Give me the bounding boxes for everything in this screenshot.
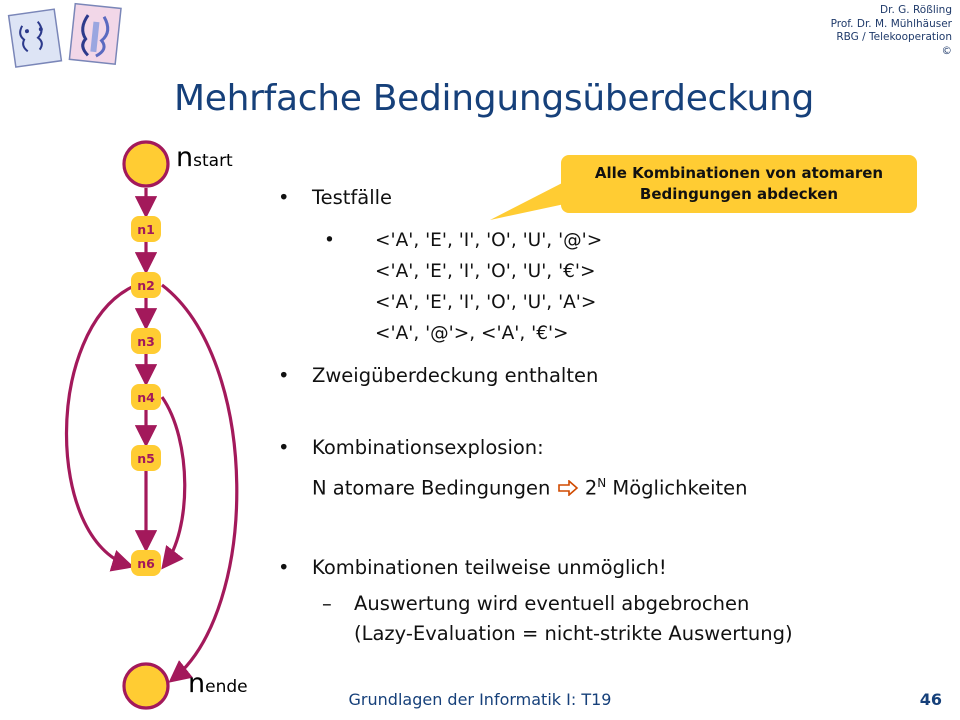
edge-n4-n6: [162, 397, 185, 566]
end-label: nende: [188, 668, 248, 699]
node-label: n6: [137, 556, 155, 571]
dash-marker: –: [322, 592, 332, 615]
start-label: nstart: [176, 142, 233, 173]
test-case: <'A', 'E', 'I', 'O', 'U', '€'>: [375, 261, 596, 282]
start-node: [124, 142, 168, 186]
node-n1: [131, 216, 161, 242]
bullet-dot: •: [278, 556, 290, 579]
node-label: n1: [137, 222, 155, 237]
node-label: n3: [137, 334, 155, 349]
node-label: n4: [137, 390, 155, 405]
bullet-dot: •: [278, 436, 290, 459]
bullet-dot: •: [278, 186, 290, 209]
author-line: RBG / Telekooperation: [836, 31, 952, 43]
footer-course-title: Grundlagen der Informatik I: T19: [348, 690, 612, 709]
node-n2: [131, 272, 161, 298]
edge-n2-end: [162, 285, 237, 680]
author-line: Dr. G. Rößling: [880, 4, 952, 16]
page-number: 46: [919, 690, 942, 709]
callout-line: Alle Kombinationen von atomaren: [594, 164, 884, 182]
callout-line: Bedingungen abdecken: [639, 185, 839, 203]
bullet-dot: •: [278, 364, 290, 387]
callout-box: [561, 155, 917, 213]
author-line: Prof. Dr. M. Mühlhäuser: [830, 17, 952, 30]
node-n4: [131, 384, 161, 410]
bullet-dot: •: [324, 230, 335, 251]
test-case: <'A', 'E', 'I', 'O', 'U', 'A'>: [375, 292, 597, 313]
edge-n2-n6: [66, 287, 132, 566]
test-case: <'A', 'E', 'I', 'O', 'U', '@'>: [375, 230, 603, 251]
node-label: n2: [137, 278, 155, 293]
copyright-mark: ©: [941, 44, 952, 57]
arrow-right-icon: [557, 480, 579, 496]
node-n6: [131, 550, 161, 576]
control-flow-graph: [0, 0, 280, 720]
node-n3: [131, 328, 161, 354]
author-info: [831, 4, 952, 58]
node-label: n5: [137, 451, 155, 466]
node-n5: [131, 445, 161, 471]
slide-title: Mehrfache Bedingungsüberdeckung: [174, 78, 815, 119]
test-case: <'A', '@'>, <'A', '€'>: [375, 323, 569, 344]
